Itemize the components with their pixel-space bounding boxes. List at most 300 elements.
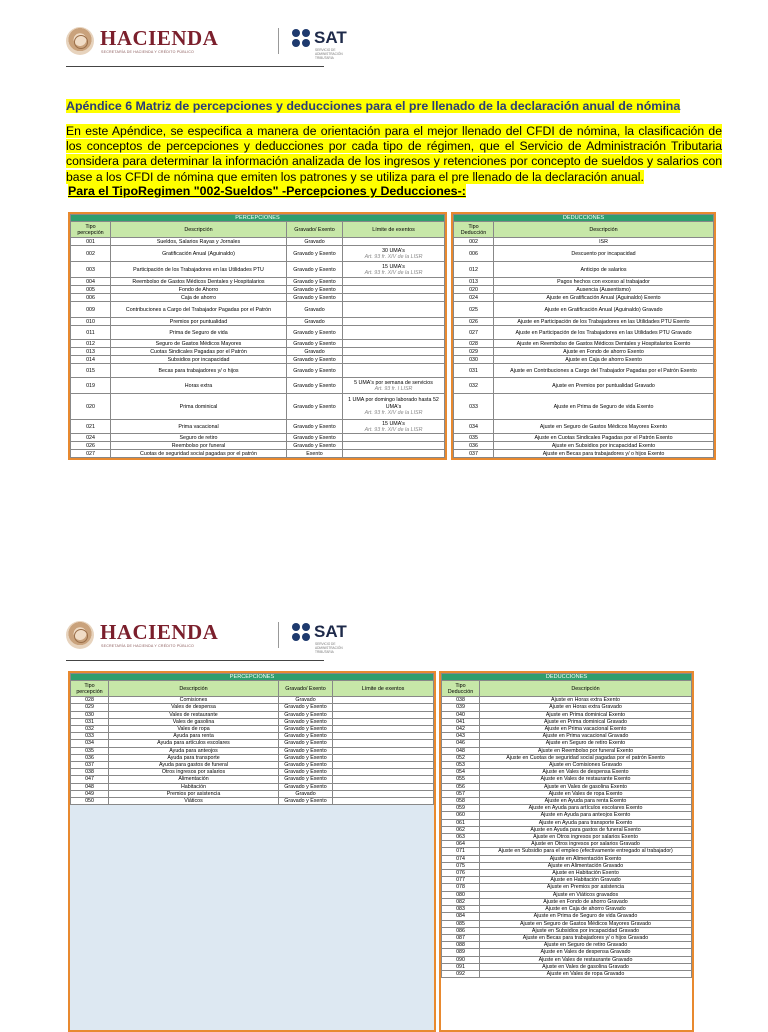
gravado-exento: Gravado y Exento — [287, 442, 343, 450]
table-row — [442, 942, 692, 949]
descripcion: Ajuste en Premios por puntualidad Gravado — [494, 378, 714, 394]
legal-reference: Art. 93 fr. XIV de la LISR — [364, 253, 423, 260]
tipo-code: 012 — [71, 340, 111, 348]
table-row — [71, 704, 434, 711]
table-row — [442, 963, 692, 970]
gravado-exento: Gravado — [287, 348, 343, 356]
tipo-code: 038 — [71, 769, 109, 776]
gravado-exento: Gravado y Exento — [287, 356, 343, 364]
descripcion: Caja de ahorro — [111, 294, 287, 302]
table-row — [442, 718, 692, 725]
gravado-exento: Gravado y Exento — [279, 733, 333, 740]
table-row — [71, 378, 445, 394]
gravado-exento: Gravado y Exento — [279, 747, 333, 754]
gravado-exento: Gravado — [279, 697, 333, 704]
percepciones-caption: PERCEPCIONES — [71, 674, 434, 681]
descripcion: Ayuda para artículos escolares — [109, 740, 279, 747]
tipo-code: 031 — [71, 718, 109, 725]
table-row — [71, 740, 434, 747]
tipo-code: 013 — [71, 348, 111, 356]
table-row — [442, 790, 692, 797]
tipo-code: 062 — [442, 826, 480, 833]
limite-exentos — [333, 754, 434, 761]
descripcion: Ayuda para renta — [109, 733, 279, 740]
descripcion: Ajuste en Subsidio para el empleo (efectivamente entregado al trabajador) — [480, 848, 692, 855]
table-row — [454, 434, 714, 442]
table-row — [442, 819, 692, 826]
tipo-code: 006 — [454, 246, 494, 262]
descripcion: Viáticos — [109, 798, 279, 805]
gravado-exento: Gravado y Exento — [279, 726, 333, 733]
tipo-code: 087 — [442, 934, 480, 941]
table-row — [71, 420, 445, 434]
tipo-code: 032 — [71, 726, 109, 733]
table-row — [71, 790, 434, 797]
tipo-code: 024 — [454, 294, 494, 302]
gravado-exento: Gravado — [279, 790, 333, 797]
col-descripcion: Descripción — [109, 681, 279, 697]
table-row — [442, 862, 692, 869]
gravado-exento: Gravado y Exento — [287, 340, 343, 348]
descripcion: Ajuste en Subsidios por incapacidad Exento — [494, 442, 714, 450]
descripcion: Fondo de Ahorro — [111, 286, 287, 294]
descripcion: Ajuste en Otros ingresos por salarios Gravado — [480, 841, 692, 848]
table-row — [442, 798, 692, 805]
table-row — [442, 927, 692, 934]
table-row — [442, 769, 692, 776]
descripcion: Ajuste en Cuotas de seguridad social pagadas por el patrón Exento — [480, 754, 692, 761]
tipo-code: 052 — [442, 754, 480, 761]
descripcion: Seguro de Gastos Médicos Mayores — [111, 340, 287, 348]
tipo-code: 010 — [71, 318, 111, 326]
logo-divider — [278, 28, 279, 54]
tipo-code: 055 — [442, 776, 480, 783]
deducciones-caption: DEDUCCIONES — [454, 215, 714, 222]
descripcion: Ajuste en Vales de despensa Exento — [480, 769, 692, 776]
descripcion: Ajuste en Fondo de ahorro Exento — [494, 348, 714, 356]
col-gravado-exento: Gravado/ Exento — [279, 681, 333, 697]
descripcion: Descuento por incapacidad — [494, 246, 714, 262]
descripcion: Habitación — [109, 783, 279, 790]
table-row — [71, 450, 445, 458]
table-row — [442, 891, 692, 898]
hacienda-seal-icon — [66, 621, 94, 649]
tipo-code: 074 — [442, 855, 480, 862]
descripcion: Ajuste en Vales de ropa Gravado — [480, 970, 692, 977]
table-row — [442, 740, 692, 747]
table-row — [71, 711, 434, 718]
table-row — [454, 378, 714, 394]
descripcion: Ajuste en Subsidios por incapacidad Gravado — [480, 927, 692, 934]
gravado-exento: Gravado y Exento — [279, 754, 333, 761]
descripcion: Ausencia (Ausentismo) — [494, 286, 714, 294]
deducciones-table-p2 — [439, 671, 694, 1032]
limite-exentos — [343, 238, 445, 246]
tipo-code: 064 — [442, 841, 480, 848]
col-tipo-deduccion: Tipo Deducción — [442, 681, 480, 697]
gravado-exento: Gravado y Exento — [279, 776, 333, 783]
gravado-exento: Gravado y Exento — [279, 718, 333, 725]
descripcion: Anticipo de salarios — [494, 262, 714, 278]
tipo-code: 029 — [454, 348, 494, 356]
table-row — [71, 434, 445, 442]
limite-exentos — [333, 718, 434, 725]
appendix-title: Apéndice 6 Matriz de percepciones y deducciones para el pre llenado de la declaración anual de nómina — [66, 99, 681, 113]
gravado-exento: Gravado — [287, 238, 343, 246]
limite-exentos — [343, 364, 445, 378]
table-row — [71, 356, 445, 364]
gravado-exento: Gravado y Exento — [287, 364, 343, 378]
tipo-code: 082 — [442, 898, 480, 905]
table-row — [71, 754, 434, 761]
table-row — [454, 420, 714, 434]
table-row — [71, 302, 445, 318]
descripcion: Comisiones — [109, 697, 279, 704]
tipo-code: 002 — [71, 246, 111, 262]
hacienda-subtitle: SECRETARÍA DE HACIENDA Y CRÉDITO PÚBLICO — [101, 644, 195, 648]
sat-subtitle: SERVICIO DE ADMINISTRACIÓN TRIBUTARIA — [315, 642, 343, 654]
descripcion: Seguro de retiro — [111, 434, 287, 442]
table-row — [454, 340, 714, 348]
descripcion: Ajuste en Gratificación Anual (Aguinaldo) Exento — [494, 294, 714, 302]
descripcion: Ajuste en Seguro de retiro Exento — [480, 740, 692, 747]
sat-logo-icon — [292, 29, 310, 47]
descripcion: Sueldos, Salarios Rayas y Jornales — [111, 238, 287, 246]
tipo-code: 083 — [442, 906, 480, 913]
table-row — [454, 278, 714, 286]
tipo-code: 034 — [71, 740, 109, 747]
descripcion: Ajuste en Horas extra Gravado — [480, 704, 692, 711]
table-row — [71, 769, 434, 776]
logo-divider — [278, 622, 279, 648]
tipo-code: 048 — [442, 747, 480, 754]
percepciones-table-p1 — [68, 212, 447, 460]
descripcion: Prima dominical — [111, 394, 287, 420]
limite-exentos — [333, 697, 434, 704]
tipo-code: 048 — [71, 783, 109, 790]
descripcion: Ajuste en Vales de ropa Exento — [480, 790, 692, 797]
tipo-code: 043 — [442, 733, 480, 740]
tipo-code: 033 — [71, 733, 109, 740]
table-row — [442, 747, 692, 754]
descripcion: Ajuste en Ayuda para renta Exento — [480, 798, 692, 805]
gravado-exento: Gravado y Exento — [287, 294, 343, 302]
page-header-2 — [66, 618, 346, 658]
descripcion: Ajuste en Ayuda para anteojos Exento — [480, 812, 692, 819]
limite-exentos — [343, 294, 445, 302]
descripcion: Vales de ropa — [109, 726, 279, 733]
tipo-code: 006 — [71, 294, 111, 302]
tipo-code: 026 — [454, 318, 494, 326]
table-row — [454, 262, 714, 278]
table-row — [454, 442, 714, 450]
descripcion: Ajuste en Ayuda para artículos escolares Exento — [480, 805, 692, 812]
descripcion: Ajuste en Becas para trabajadores y/ o hijos Exento — [494, 450, 714, 458]
col-gravado-exento: Gravado/ Exento — [287, 222, 343, 238]
table-row — [442, 906, 692, 913]
table-row — [454, 302, 714, 318]
tipo-code: 011 — [71, 326, 111, 340]
descripcion: Ajuste en Premios por asistencia — [480, 884, 692, 891]
gravado-exento: Gravado — [287, 318, 343, 326]
tipo-code: 035 — [71, 747, 109, 754]
tipo-code: 075 — [442, 862, 480, 869]
tipo-code: 054 — [442, 769, 480, 776]
table-row — [442, 776, 692, 783]
col-tipo-percepcion: Tipo percepción — [71, 222, 111, 238]
tipo-code: 030 — [71, 711, 109, 718]
table-row — [442, 870, 692, 877]
tipo-code: 092 — [442, 970, 480, 977]
table-row — [71, 348, 445, 356]
tipo-code: 015 — [71, 364, 111, 378]
descripcion: Ajuste en Prima de Seguro de vida Gravado — [480, 913, 692, 920]
descripcion: Pagos hechos con exceso al trabajador — [494, 278, 714, 286]
table-row — [442, 877, 692, 884]
gravado-exento: Gravado y Exento — [279, 762, 333, 769]
gravado-exento: Gravado y Exento — [287, 246, 343, 262]
limite-exentos — [343, 302, 445, 318]
table-row — [71, 733, 434, 740]
tipo-code: 058 — [442, 798, 480, 805]
gravado-exento: Gravado y Exento — [279, 704, 333, 711]
tipo-code: 078 — [442, 884, 480, 891]
limite-exentos — [343, 420, 445, 434]
descripcion: Ajuste en Comisiones Gravado — [480, 762, 692, 769]
descripcion: Ajuste en Participación de los Trabajadores en las Utilidades PTU Exento — [494, 318, 714, 326]
table-row — [71, 364, 445, 378]
descripcion: Ajuste en Vales de gasolina Gravado — [480, 963, 692, 970]
sat-subtitle: SERVICIO DE ADMINISTRACIÓN TRIBUTARIA — [315, 48, 343, 60]
tipo-code: 027 — [71, 450, 111, 458]
tipo-code: 012 — [454, 262, 494, 278]
tipo-code: 005 — [71, 286, 111, 294]
table-row — [442, 711, 692, 718]
table-row — [71, 294, 445, 302]
regime-subtitle: Para el TipoRegimen "002-Sueldos" -Percepciones y Deducciones-: — [68, 184, 466, 198]
gravado-exento: Gravado y Exento — [287, 394, 343, 420]
tipo-code: 091 — [442, 963, 480, 970]
table-row — [442, 805, 692, 812]
table-row — [71, 238, 445, 246]
legal-reference: Art. 93 fr. XIV de la LISR — [364, 269, 423, 276]
table-row — [71, 318, 445, 326]
tipo-code: 076 — [442, 870, 480, 877]
table-row — [71, 394, 445, 420]
limite-exentos — [343, 278, 445, 286]
gravado-exento: Gravado y Exento — [279, 711, 333, 718]
tipo-code: 057 — [442, 790, 480, 797]
descripcion: Ayuda para anteojos — [109, 747, 279, 754]
gravado-exento: Gravado y Exento — [287, 326, 343, 340]
gravado-exento: Gravado y Exento — [287, 420, 343, 434]
tipo-code: 036 — [71, 754, 109, 761]
descripcion: Ajuste en Viáticos gravados — [480, 891, 692, 898]
tipo-code: 026 — [71, 442, 111, 450]
descripcion: Ajuste en Becas para trabajadores y/ o hijos Gravado — [480, 934, 692, 941]
table-row — [454, 318, 714, 326]
table-row — [442, 970, 692, 977]
descripcion: Ajuste en Reembolso de Gastos Médicos Dentales y Hospitalarios Exento — [494, 340, 714, 348]
table-row — [71, 246, 445, 262]
table-row — [442, 934, 692, 941]
limite-exentos — [333, 704, 434, 711]
limite-exentos — [333, 733, 434, 740]
limite-exentos — [343, 378, 445, 394]
limite-exentos — [343, 262, 445, 278]
descripcion: Otros ingresos por salarios — [109, 769, 279, 776]
table-row — [442, 733, 692, 740]
tipo-code: 038 — [442, 697, 480, 704]
table-row — [71, 783, 434, 790]
table-row — [442, 697, 692, 704]
tipo-code: 032 — [454, 378, 494, 394]
tipo-code: 046 — [442, 740, 480, 747]
tipo-code: 086 — [442, 927, 480, 934]
descripcion: Ajuste en Caja de ahorro Exento — [494, 356, 714, 364]
hacienda-seal-icon — [66, 27, 94, 55]
tipo-code: 034 — [454, 420, 494, 434]
sat-logo: SAT — [314, 622, 347, 641]
limite-exentos — [343, 434, 445, 442]
limite-value: 15 UMA's — [382, 420, 405, 427]
descripcion: Alimentación — [109, 776, 279, 783]
tipo-code: 020 — [454, 286, 494, 294]
table-row — [442, 855, 692, 862]
limite-exentos — [333, 783, 434, 790]
limite-exentos — [343, 246, 445, 262]
tipo-code: 084 — [442, 913, 480, 920]
limite-value: 5 UMA's por semana de servicios — [354, 379, 433, 386]
table-row — [71, 278, 445, 286]
table-row — [442, 826, 692, 833]
descripcion: Ajuste en Prima vacacional Gravado — [480, 733, 692, 740]
gravado-exento: Gravado y Exento — [287, 378, 343, 394]
tipo-code: 056 — [442, 783, 480, 790]
tipo-code: 071 — [442, 848, 480, 855]
limite-exentos — [333, 790, 434, 797]
tipo-code: 033 — [454, 394, 494, 420]
tipo-code: 019 — [71, 378, 111, 394]
descripcion: Ajuste en Participación de los Trabajadores en las Utilidades PTU Gravado — [494, 326, 714, 340]
table-row — [442, 848, 692, 855]
tipo-code: 077 — [442, 877, 480, 884]
legal-reference: Art. 93 fr. I LISR — [374, 385, 413, 392]
descripcion: Ajuste en Alimentación Gravado — [480, 862, 692, 869]
table-row — [71, 286, 445, 294]
tipo-code: 053 — [442, 762, 480, 769]
col-tipo-percepcion: Tipo percepción — [71, 681, 109, 697]
descripcion: Ajuste en Alimentación Exento — [480, 855, 692, 862]
tipo-code: 030 — [454, 356, 494, 364]
limite-exentos — [333, 798, 434, 805]
limite-exentos — [343, 326, 445, 340]
tipo-code: 004 — [71, 278, 111, 286]
descripcion: Reembolso de Gastos Médicos Dentales y Hospitalarios — [111, 278, 287, 286]
descripcion: Subsidios por incapacidad — [111, 356, 287, 364]
table-row — [71, 262, 445, 278]
table-row — [442, 762, 692, 769]
limite-exentos — [343, 348, 445, 356]
deducciones-caption: DEDUCCIONES — [442, 674, 692, 681]
descripcion: Ajuste en Prima de Seguro de vida Exento — [494, 394, 714, 420]
descripcion: Ajuste en Prima vacacional Exento — [480, 726, 692, 733]
gravado-exento: Gravado — [287, 302, 343, 318]
descripcion: Prima de Seguro de vida — [111, 326, 287, 340]
descripcion: Ajuste en Otros ingresos por salarios Exento — [480, 834, 692, 841]
table-row — [71, 747, 434, 754]
table-row — [454, 294, 714, 302]
page-header — [66, 24, 346, 64]
tipo-code: 080 — [442, 891, 480, 898]
tipo-code: 037 — [71, 762, 109, 769]
tipo-code: 029 — [71, 704, 109, 711]
tipo-code: 039 — [442, 704, 480, 711]
descripcion: Ajuste en Habitación Gravado — [480, 877, 692, 884]
percepciones-caption: PERCEPCIONES — [71, 215, 445, 222]
table-row — [71, 762, 434, 769]
descripcion: Contribuciones a Cargo del Trabajador Pagadas por el Patrón — [111, 302, 287, 318]
hacienda-subtitle: SECRETARÍA DE HACIENDA Y CRÉDITO PÚBLICO — [101, 50, 195, 54]
tipo-code: 036 — [454, 442, 494, 450]
tipo-code: 063 — [442, 834, 480, 841]
limite-exentos — [343, 450, 445, 458]
col-descripcion: Descripción — [480, 681, 692, 697]
tipo-code: 009 — [71, 302, 111, 318]
table-row — [71, 798, 434, 805]
table-row — [71, 718, 434, 725]
header-rule — [66, 66, 324, 67]
deducciones-table-p1 — [451, 212, 716, 460]
tipo-code: 028 — [71, 697, 109, 704]
table-row — [454, 450, 714, 458]
tipo-code: 047 — [71, 776, 109, 783]
descripcion: Ajuste en Vales de restaurante Gravado — [480, 956, 692, 963]
limite-exentos — [333, 747, 434, 754]
table-row — [442, 834, 692, 841]
table-row — [442, 841, 692, 848]
hacienda-logo: HACIENDA — [100, 620, 219, 644]
table-row — [71, 340, 445, 348]
tipo-code: 013 — [454, 278, 494, 286]
descripcion: Ajuste en Vales de restaurante Exento — [480, 776, 692, 783]
col-limite-exentos: Límite de exentos — [343, 222, 445, 238]
limite-value: 1 UMA por domingo laborado hasta 52 UMA's — [348, 397, 439, 410]
gravado-exento: Gravado y Exento — [287, 434, 343, 442]
sat-logo: SAT — [314, 28, 347, 47]
descripcion: Ajuste en Caja de ahorro Gravado — [480, 906, 692, 913]
descripcion: Ajuste en Gratificación Anual (Aguinaldo) Gravado — [494, 302, 714, 318]
descripcion: Ajuste en Vales de despensa Gravado — [480, 949, 692, 956]
table-row — [442, 812, 692, 819]
gravado-exento: Gravado y Exento — [279, 769, 333, 776]
tipo-code: 028 — [454, 340, 494, 348]
legal-reference: Art. 93 fr. XIV de la LISR — [364, 426, 423, 433]
table-row — [71, 442, 445, 450]
header-rule — [66, 660, 324, 661]
limite-exentos — [343, 442, 445, 450]
limite-exentos — [333, 740, 434, 747]
descripcion: Cuotas Sindicales Pagadas por el Patrón — [111, 348, 287, 356]
gravado-exento: Gravado y Exento — [279, 783, 333, 790]
descripcion: Ajuste en Prima dominical Gravado — [480, 718, 692, 725]
limite-exentos — [343, 356, 445, 364]
limite-exentos — [343, 394, 445, 420]
tipo-code: 027 — [454, 326, 494, 340]
descripcion: Ajuste en Ayuda para gastos de funeral Exento — [480, 826, 692, 833]
col-limite-exentos: Límite de exentos — [333, 681, 434, 697]
gravado-exento: Gravado y Exento — [279, 740, 333, 747]
